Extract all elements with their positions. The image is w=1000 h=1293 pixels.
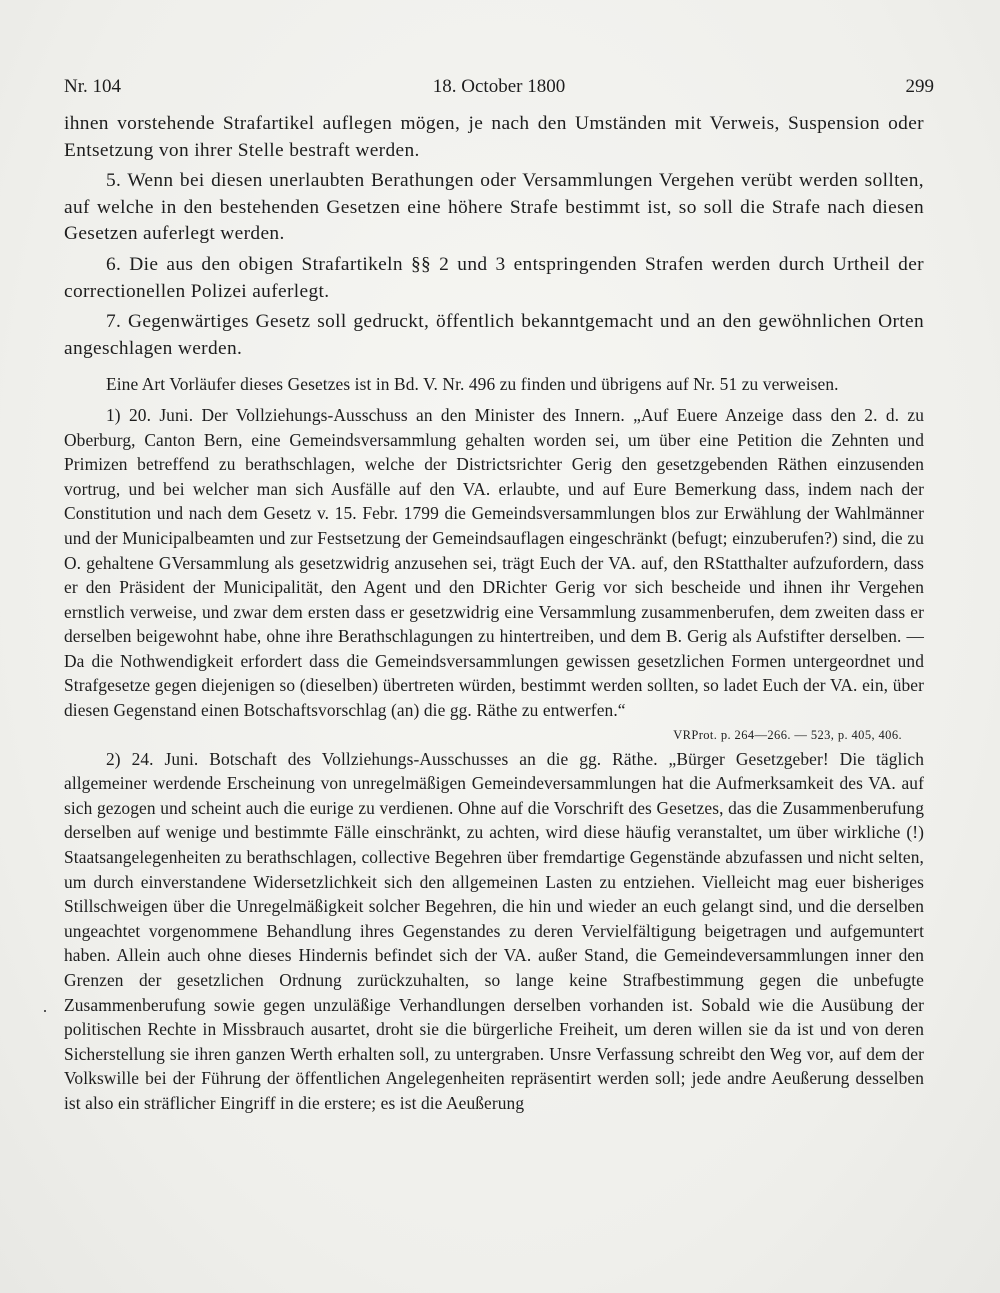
document-entry-1: 1) 20. Juni. Der Vollziehungs-Ausschuss an den Minister des Innern. „Auf Euere Anzeige dass den 2. d. zu Oberburg, Canton Bern, eine Gemeindsversammlung gehalten worden sei, um über eine Petition die Zehnten und Primizen betreffend zu berathschlagen, welche der Districtsrichter Gerig den gesetzgebenden Räthen einzusenden vortrug, und bei welcher man sich Ausfälle auf den VA. erlaubte, und auf Eure Bemerkung dass, indem nach der Constitution und nach dem Gesetz v. 15. Febr. 1799 die Gemeindsversammlungen blos zur Erwählung der Wahlmänner und der Municipalbeamten und zur Festsetzung der Gemeindsauflagen eingeschränkt (befugt; einzuberufen?) sind, die zu O. gehaltene GVersammlung als gesetzwidrig anzusehen sei, trägt Euch der VA. auf, den RStatthalter aufzufordern, dass er den Präsident der Municipalität, den Agent und den DRichter Gerig vor sich bescheide und ihnen ihr Vergehen ernstlich verweise, und zwar dem ersten dass er gesetzwidrig eine Versammlung zusammenberufen, dem zweiten dass er derselben beigewohnt habe, ohne ihre Berathschlagungen zu hintertreiben, und dem B. Gerig als Aufstifter derselben. — Da die Nothwendigkeit erfordert dass die Gemeindsversammlungen gewissen gesetzlichen Formen untergeordnet und Strafgesetze gegen diejenigen so (dieselben) übertreten würden, bestimmt werden sollten, so ladet Euch der VA. ein, über diesen Gegenstand einen Botschaftsvorschlag (an) die gg. Räthe zu entwerfen.“ [64, 404, 924, 721]
page-body [64, 111, 924, 1116]
editorial-note: Eine Art Vorläufer dieses Gesetzes ist in Bd. V. Nr. 496 zu finden und übrigens auf Nr. 51 zu verweisen. [106, 374, 839, 395]
header-date: 18. October 1800 [432, 76, 566, 97]
document-entry-2: 2) 24. Juni. Botschaft des Vollziehungs-Ausschusses an die gg. Räthe. „Bürger Gesetzgeber! Die täglich allgemeiner werdende Erscheinung von unregelmäßigen Gemeindeversammlungen hat die Aufmerksamkeit des VA. auf sich gezogen und scheint auch die eurige zu verdienen. Ohne auf die Vorschrift des Gesetzes, das die Zusammenberufung derselben auf wenige und bestimmte Fälle einschränkt, zu achten, wird diese häufig veranstaltet, um über wirkliche (!) Staatsangelegenheiten zu berathschlagen, collective Begehren über fremdartige Gegenstände abzufassen und nicht selten, um durch einverstandene Widersetzlichkeit sich den allgemeinen Lasten zu entziehen. Vielleicht mag euer bisheriges Stillschweigen über die Unregelmäßigkeit solcher Begehren, die hin und wieder an euch gelangt sind, und die derselben ungeachtet vorgenommene Behandlung ihres Gegenstandes zu deren Vervielfältigung beigetragen und aufgemuntert haben. Allein auch ohne dieses Hindernis befindet sich der VA. außer Stand, die Gemeindeversammlungen inner den Grenzen der gesetzlichen Ordnung zurückzuhalten, so lange keine Strafbestimmung gegen die unbefugte Zusammenberufung sowie gegen unzuläßige Verhandlungen derselben vorhanden ist. Sobald wie die Ausübung der politischen Rechte in Missbrauch ausartet, droht sie die bürgerliche Freiheit, um deren willen sie da ist und von deren Sicherstellung sie ihren ganzen Werth erhalten soll, zu untergraben. Unsre Verfassung schreibt den Weg vor, auf dem der Volkswille bei der Führung der öffentlichen Angelegenheiten repräsentirt werden soll; jede andre Aeußerung desselben ist also ein sträflicher Eingriff in die erstere; es ist die Aeußerung [64, 748, 924, 1113]
law-article-7: 7. Gegenwärtiges Gesetz soll gedruckt, öffentlich bekanntgemacht und an den gewöhnlichen Orten angeschlagen werden. [64, 311, 924, 359]
law-article-5: 5. Wenn bei diesen unerlaubten Berathungen oder Versammlungen Vergehen verübt werden sollten, auf welche in den bestehenden Gesetzen eine höhere Strafe bestimmt ist, so soll die Strafe nach diesen Gesetzen auferlegt werden. [64, 170, 924, 245]
page-number: 299 [905, 76, 934, 97]
page-header [64, 76, 934, 100]
document-number: Nr. 104 [64, 76, 121, 97]
protocol-reference: VRProt. p. 264—266. — 523, p. 405, 406. [673, 727, 902, 742]
paragraph-continuation: ihnen vorstehende Strafartikel auflegen mögen, je nach den Umständen mit Verweis, Suspension oder Entsetzung von ihrer Stelle bestraft werden. [64, 113, 924, 161]
margin-mark [44, 1010, 46, 1012]
law-article-6: 6. Die aus den obigen Strafartikeln §§ 2 und 3 entspringenden Strafen werden durch Urtheil der correctionellen Polizei auferlegt. [64, 253, 924, 302]
